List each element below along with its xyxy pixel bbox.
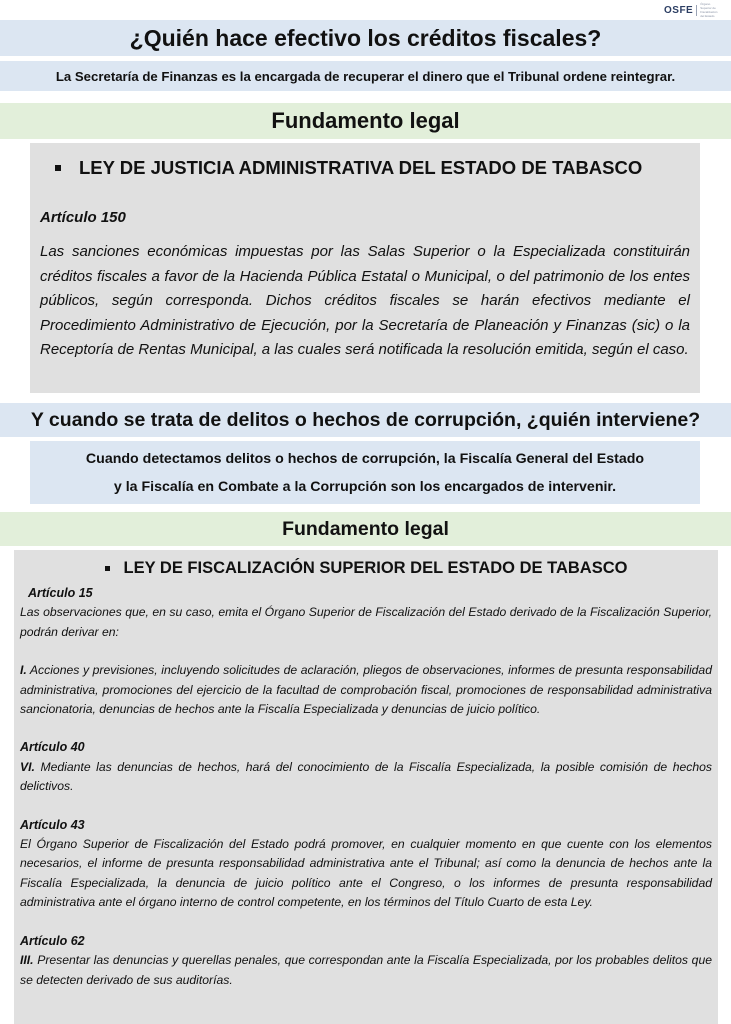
article-62-item [20, 951, 712, 990]
article-15-numeral: I. [20, 663, 27, 678]
section1-law [40, 151, 690, 185]
article-15 [20, 584, 712, 719]
article-43-text: El Órgano Superior de Fiscalización del Estado podrá promover, en cualquier momento en que cuente con los elementos necesarios, el informe de presunta responsabilidad administrativa ante el Tribunal; así como la denuncia de hechos ante la Fiscalía Especializada, la denuncia de juicio político ante el Congreso, o los informes de presunta responsabilidad administrativa ante el órgano interno de control competente, en los términos del Título Cuarto de esta Ley. [20, 837, 712, 910]
page-title: ¿Quién hace efectivo los créditos fiscales? [0, 20, 731, 56]
article-40-item [20, 758, 712, 797]
section1-box [30, 143, 700, 393]
article-40-title: Artículo 40 [20, 740, 85, 755]
section1-article-text: Las sanciones económicas impuestas por las Salas Superior o la Especializada constituirán créditos fiscales a favor de la Hacienda Pública Estatal o Municipal, o del patrimonio de los entes públicos, según corresponda. Dichos créditos fiscales se harán efectivos mediante el Procedimiento Administrativo de Ejecución, por la Secretaría de Planeación y Finanzas (sic) o la Receptoría de Rentas Municipal, a las cuales será notificada la resolución emitida, según el caso. [40, 243, 690, 358]
question2-title: Y cuando se trata de delitos o hechos de corrupción, ¿quién interviene? [0, 403, 731, 437]
article-40 [20, 738, 712, 796]
article-62 [20, 932, 712, 990]
question2-answer-line1: Cuando detectamos delitos o hechos de corrupción, la Fiscalía General del Estado [85, 450, 645, 467]
section2-law [20, 556, 712, 580]
section1-law-title: LEY DE JUSTICIA ADMINISTRATIVA DEL ESTADO DE TABASCO [79, 157, 643, 178]
article-15-item [20, 661, 712, 719]
article-15-text: Acciones y previsiones, incluyendo solicitudes de aclaración, pliegos de observaciones, informes de presunta responsabilidad administrativa, promociones del ejercicio de la facultad de comprobación fiscal, promociones de responsabilidad administrativa sancionatoria, denuncias de hechos ante la Fiscalía Especializada y denuncias de juicio político. [20, 663, 712, 717]
section2-heading: Fundamento legal [0, 512, 731, 546]
bullet-icon [55, 165, 61, 171]
intro-text: La Secretaría de Finanzas es la encargada de recuperar el dinero que el Tribunal ordene reintegrar. [0, 61, 731, 91]
question2-answer-line2: y la Fiscalía en Combate a la Corrupción son los encargados de intervenir. [113, 478, 617, 495]
article-15-title: Artículo 15 [28, 586, 93, 600]
article-15-intro: Las observaciones que, en su caso, emita el Órgano Superior de Fiscalización del Estado derivado de la Fiscalización Superior, podrán derivar en: [20, 605, 712, 639]
bullet-icon [105, 566, 110, 571]
section2-box [14, 550, 718, 1024]
section1-heading: Fundamento legal [0, 103, 731, 139]
logo-subtitle: Órgano Superior de Fiscalización del Estado [700, 2, 718, 18]
article-62-title: Artículo 62 [20, 933, 85, 948]
article-43 [20, 816, 712, 913]
osfe-logo [664, 2, 730, 18]
logo-divider [696, 5, 697, 16]
article-43-title: Artículo 43 [20, 817, 85, 832]
article-40-text: Mediante las denuncias de hechos, hará del conocimiento de la Fiscalía Especializada, la posible comisión de hechos delictivos. [20, 759, 712, 794]
logo-text: OSFE [664, 4, 694, 16]
article-62-numeral: III. [20, 953, 34, 968]
section1-article-title: Artículo 150 [40, 209, 126, 226]
article-40-numeral: VI. [20, 759, 35, 774]
article-62-text: Presentar las denuncias y querellas penales, que correspondan ante la Fiscalía Especializada, por los probables delitos que se detecten derivado de sus auditorías. [20, 953, 712, 987]
section2-law-title: LEY DE FISCALIZACIÓN SUPERIOR DEL ESTADO DE TABASCO [123, 558, 628, 577]
question2-answer [30, 441, 700, 504]
